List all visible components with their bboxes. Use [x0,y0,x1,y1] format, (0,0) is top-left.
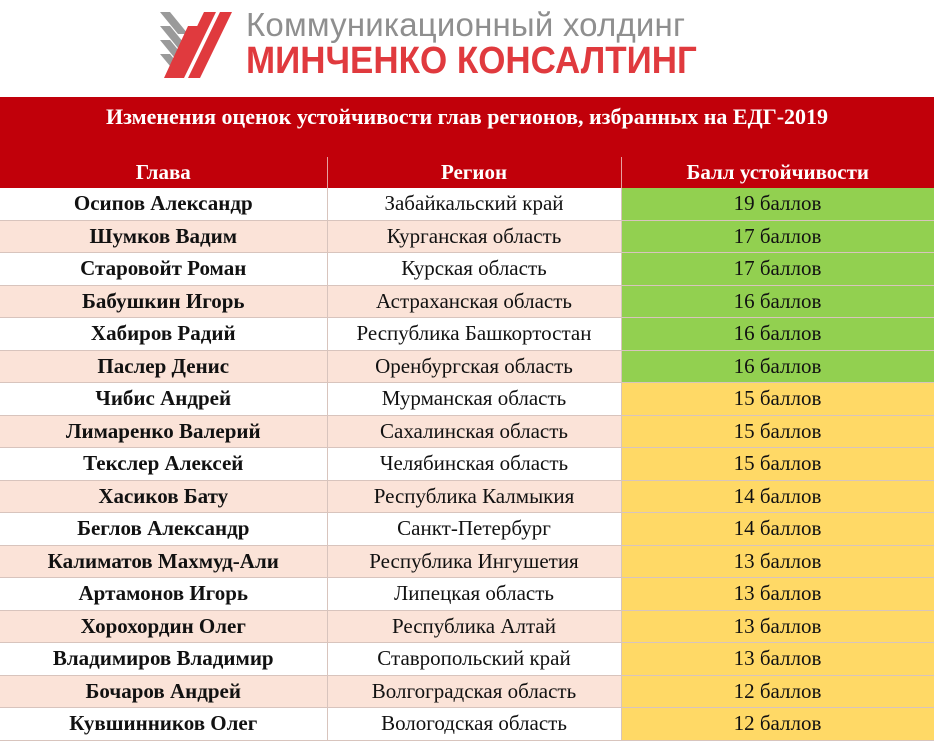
cell-score: 13 баллов [621,610,934,643]
column-header-score: Балл устойчивости [621,157,934,188]
cell-score: 15 баллов [621,415,934,448]
cell-name: Хабиров Радий [0,318,327,351]
cell-score: 12 баллов [621,708,934,741]
cell-score: 13 баллов [621,578,934,611]
cell-name: Кувшинников Олег [0,708,327,741]
stability-table [0,157,934,741]
cell-score: 16 баллов [621,350,934,383]
table-row [0,188,934,220]
cell-region: Вологодская область [327,708,621,741]
column-header-name: Глава [0,157,327,188]
cell-name: Хорохордин Олег [0,610,327,643]
cell-region: Волгоградская область [327,675,621,708]
cell-score: 17 баллов [621,253,934,286]
cell-region: Астраханская область [327,285,621,318]
cell-score: 12 баллов [621,675,934,708]
cell-name: Паслер Денис [0,350,327,383]
table-row [0,415,934,448]
cell-name: Осипов Александр [0,188,327,220]
table-row [0,480,934,513]
cell-name: Лимаренко Валерий [0,415,327,448]
table-row [0,578,934,611]
brand-name: МИНЧЕНКО КОНСАЛТИНГ [246,40,697,82]
cell-score: 19 баллов [621,188,934,220]
cell-region: Республика Калмыкия [327,480,621,513]
cell-region: Республика Башкортостан [327,318,621,351]
cell-score: 16 баллов [621,318,934,351]
table-row [0,350,934,383]
cell-name: Беглов Александр [0,513,327,546]
table-row [0,513,934,546]
cell-region: Оренбургская область [327,350,621,383]
cell-name: Чибис Андрей [0,383,327,416]
cell-score: 14 баллов [621,513,934,546]
cell-region: Курганская область [327,220,621,253]
brand-tagline: Коммуникационный холдинг [246,6,686,43]
cell-region: Республика Алтай [327,610,621,643]
table-header-row [0,157,934,188]
brand-header [0,0,934,97]
table-row [0,220,934,253]
cell-score: 14 баллов [621,480,934,513]
cell-region: Ставропольский край [327,643,621,676]
table-row [0,383,934,416]
cell-name: Старовойт Роман [0,253,327,286]
cell-name: Владимиров Владимир [0,643,327,676]
cell-name: Текслер Алексей [0,448,327,481]
cell-name: Хасиков Бату [0,480,327,513]
table-row [0,545,934,578]
cell-name: Бочаров Андрей [0,675,327,708]
cell-name: Шумков Вадим [0,220,327,253]
diagonal-stripes-logo-icon [160,12,232,78]
table-row [0,285,934,318]
column-header-region: Регион [327,157,621,188]
cell-region: Курская область [327,253,621,286]
cell-score: 16 баллов [621,285,934,318]
table-row [0,253,934,286]
cell-region: Республика Ингушетия [327,545,621,578]
table-title: Изменения оценок устойчивости глав регионов, избранных на ЕДГ-2019 [0,97,934,157]
cell-score: 17 баллов [621,220,934,253]
cell-region: Сахалинская область [327,415,621,448]
cell-region: Липецкая область [327,578,621,611]
table-row [0,708,934,741]
cell-region: Челябинская область [327,448,621,481]
cell-name: Калиматов Махмуд-Али [0,545,327,578]
cell-name: Артамонов Игорь [0,578,327,611]
cell-score: 15 баллов [621,448,934,481]
cell-region: Мурманская область [327,383,621,416]
table-row [0,675,934,708]
table-row [0,643,934,676]
cell-name: Бабушкин Игорь [0,285,327,318]
cell-score: 13 баллов [621,643,934,676]
table-row [0,318,934,351]
table-row [0,610,934,643]
cell-region: Санкт-Петербург [327,513,621,546]
table-row [0,448,934,481]
cell-region: Забайкальский край [327,188,621,220]
cell-score: 15 баллов [621,383,934,416]
cell-score: 13 баллов [621,545,934,578]
